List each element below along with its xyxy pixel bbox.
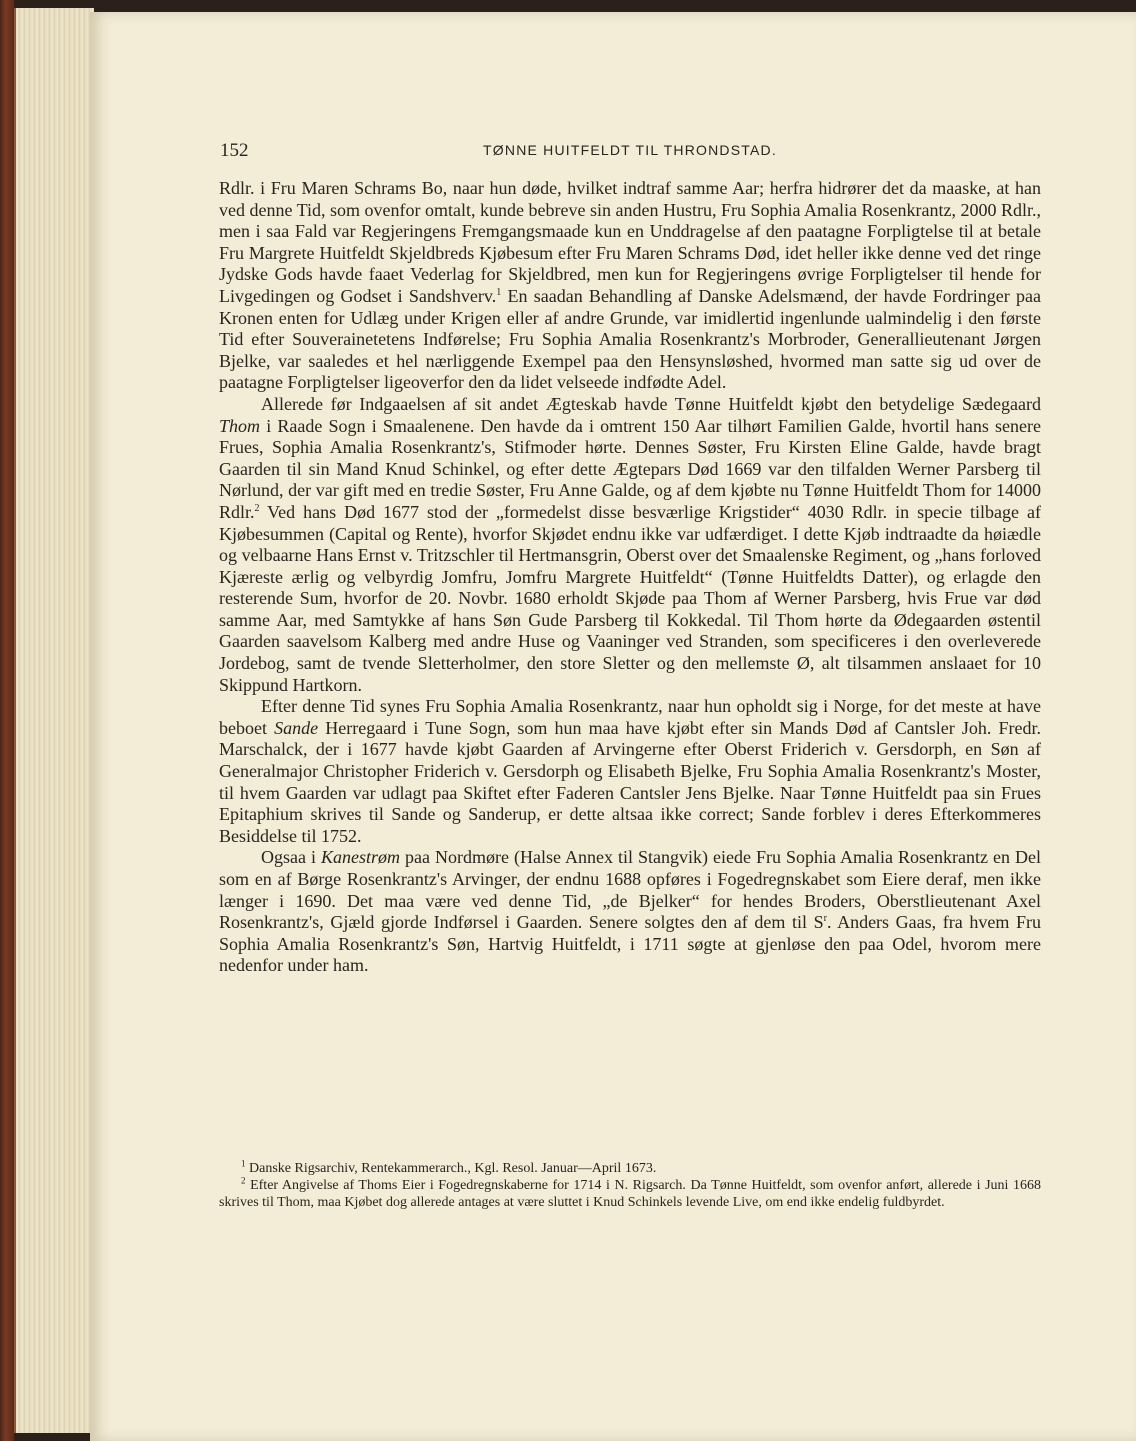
footnote-mark: 2 <box>241 1175 246 1186</box>
italic-place-name: Thom <box>219 415 261 436</box>
italic-place-name: Kanestrøm <box>321 847 401 868</box>
paragraph-p2 <box>219 394 1041 696</box>
book-binding <box>0 0 14 1441</box>
text-segment: En saadan Behandling af Danske Adelsmænd, der havde Fordringer paa Kronen enten for Udlæg under Krigen eller af andre Grunde, var imidlertid ingenlunde ualmindelig i den første Tid efter Souverainetetens Indførelse; Fru Sophia Amalia Rosenkrantz's Morbroder, Generallieutenant Jørgen Bjelke, var saaledes et hel nærliggende Exempel paa den Hensynsløshed, hvormed man satte sig ud over de paatagne Forpligtelser ligeoverfor den da lidet velseede indfødte Adel. <box>219 285 1041 393</box>
text-segment: Efter denne Tid synes Fru Sophia Amalia Rosenkrantz, naar hun opholdt sig i Norge, for det meste at have beboet <box>219 696 1041 738</box>
footnote-text: Danske Rigsarchiv, Rentekammerarch., Kgl. Resol. Januar—April 1673. <box>245 1161 657 1176</box>
footnote-reference: r <box>823 913 827 925</box>
footnote-text: Efter Angivelse af Thoms Eier i Fogedregnskaberne for 1714 i N. Rigsarch. Da Tønne Huitfeldt, som ovenfor anført, allerede i Juni 1668 skrives til Thom, maa Kjøbet dog allerede antages at være sluttet i Knud Schinkels levende Live, om end ikke endelig fuldbyrdet. <box>219 1178 1041 1210</box>
italic-place-name: Sande <box>274 717 319 738</box>
page-edges <box>14 8 94 1433</box>
text-segment: . Anders Gaas, fra hvem Fru Sophia Amalia Rosenkrantz's Søn, Hartvig Huitfeldt, i 1711 søgte at gjenløse den paa Odel, hvorom mere nedenfor under ham. <box>219 912 1042 976</box>
footnotes <box>219 1160 1041 1211</box>
footnote-mark: 1 <box>241 1158 246 1169</box>
paragraph-p1 <box>219 178 1041 394</box>
paragraph-p4 <box>219 847 1041 977</box>
footnote-reference: 2 <box>254 502 260 514</box>
body-text <box>219 178 1041 977</box>
text-segment: i Raade Sogn i Smaalenene. Den havde da i omtrent 150 Aar tilhørt Familien Galde, hvortil hans senere Frues, Sophia Amalia Rosenkrantz's, Stifmoder hørte. Dennes Søster, Fru Kirsten Eline Galde, havde bragt Gaarden til sin Mand Knud Schinkel, og efter dette Ægtepars Død 1669 var den tilfalden Werner Parsberg til Nørlund, der var gift med en tredie Søster, Fru Anne Galde, og af dem kjøbte nu Tønne Huitfeldt Thom for 14000 Rdlr. <box>219 415 1041 522</box>
text-segment: Rdlr. i Fru Maren Schrams Bo, naar hun døde, hvilket indtraf samme Aar; herfra hidrører det da maaske, at han ved denne Tid, som ovenfor omtalt, kunde bebreve sin anden Hustru, Fru Sophia Amalia Rosenkrantz, 2000 Rdlr., men i saa Fald var Regjeringens Fremgangsmaade kun en Unddragelse af den paatagne Forpligtelse til at betale Fru Margrete Huitfeldt Skjeldbreds Kjøbesum efter Fru Maren Schrams Død, idet heller ikke denne ved det ringe Jydske Gods havde faaet Vederlag for Skjeldbred, men kun for Regjeringens øvrige Forpligtelser til hende for Livgedingen og Godset i Sandshverv. <box>219 178 1041 306</box>
text-segment: Herregaard i Tune Sogn, som hun maa have kjøbt efter sin Mands Død af Cantsler Joh. Fredr. Marschalck, der i 1677 havde kjøbt Gaarden af Arvingerne efter Oberst Friderich v. Gersdorph, en Søn af Generalmajor Christopher Friderich v. Gersdorph og Elisabeth Bjelke, Fru Sophia Amalia Rosenkrantz's Moster, til hvem Gaarden var udlagt paa Skiftet efter Faderen Cantsler Jens Bjelke. Naar Tønne Huitfeldt paa sin Frues Epitaphium skrives til Sande og Sanderup, er dette altsaa ikke correct; Sande forblev i deres Efterkommeres Besiddelse til 1752. <box>219 717 1042 846</box>
paragraph-p3 <box>219 696 1041 847</box>
text-segment: Ogsaa i <box>261 847 322 868</box>
text-segment: paa Nordmøre (Halse Annex til Stangvik) eiede Fru Sophia Amalia Rosenkrantz en Del som en af Børge Rosenkrantz's Arvinger, der endnu 1688 opføres i Fogedregnskabet som Eiere deraf, men ikke længer i 1690. Det maa være ved denne Tid, „de Bjelker“ for hendes Broders, Oberstlieutenant Axel Rosenkrantz's, Gjæld gjorde Indførsel i Gaarden. Senere solgtes den af dem til S <box>219 847 1042 933</box>
page-header <box>220 140 1040 170</box>
running-title: TØNNE HUITFELDT TIL THRONDSTAD. <box>483 142 777 158</box>
footnote-1 <box>219 1160 1041 1177</box>
text-segment: Ved hans Død 1677 stod der „formedelst disse besværlige Krigstider“ 4030 Rdlr. in specie tilbage af Kjøbesummen (Capital og Rente), hvorfor Skjødet endnu ikke var udfærdiget. I dette Kjøb indtraadte da høiædle og velbaarne Hans Ernst v. Tritzschler til Hertmansgrin, Oberst over det Smaalenske Regiment, og „hans forloved Kjæreste ærlig og velbyrdig Jomfru, Jomfru Margrete Huitfeldt“ (Tønne Huitfeldts Datter), og erlagde den resterende Sum, hvorfor de 20. Novbr. 1680 erholdt Skjøde paa Thom af Werner Parsberg, hvis Frue var død samme Aar, med Samtykke af hans Søn Gude Parsberg til Kokkedal. Til Thom hørte da Ødegaarden østentil Gaarden saavelsom Kalberg med andre Huse og Vaaninger ved Stranden, som specificeres i den overleverede Jordebog, samt de tvende Sletterholmer, den store Sletter og den mellemste Ø, alt tilsammen anslaaet for 10 Skippund Hartkorn. <box>219 501 1041 695</box>
page-number: 152 <box>220 140 249 161</box>
footnote-2 <box>219 1177 1041 1211</box>
text-segment: Allerede før Indgaaelsen af sit andet Ægteskab havde Tønne Huitfeldt kjøbt den betydelige Sædegaard <box>261 393 1041 414</box>
footnote-reference: 1 <box>496 286 502 298</box>
